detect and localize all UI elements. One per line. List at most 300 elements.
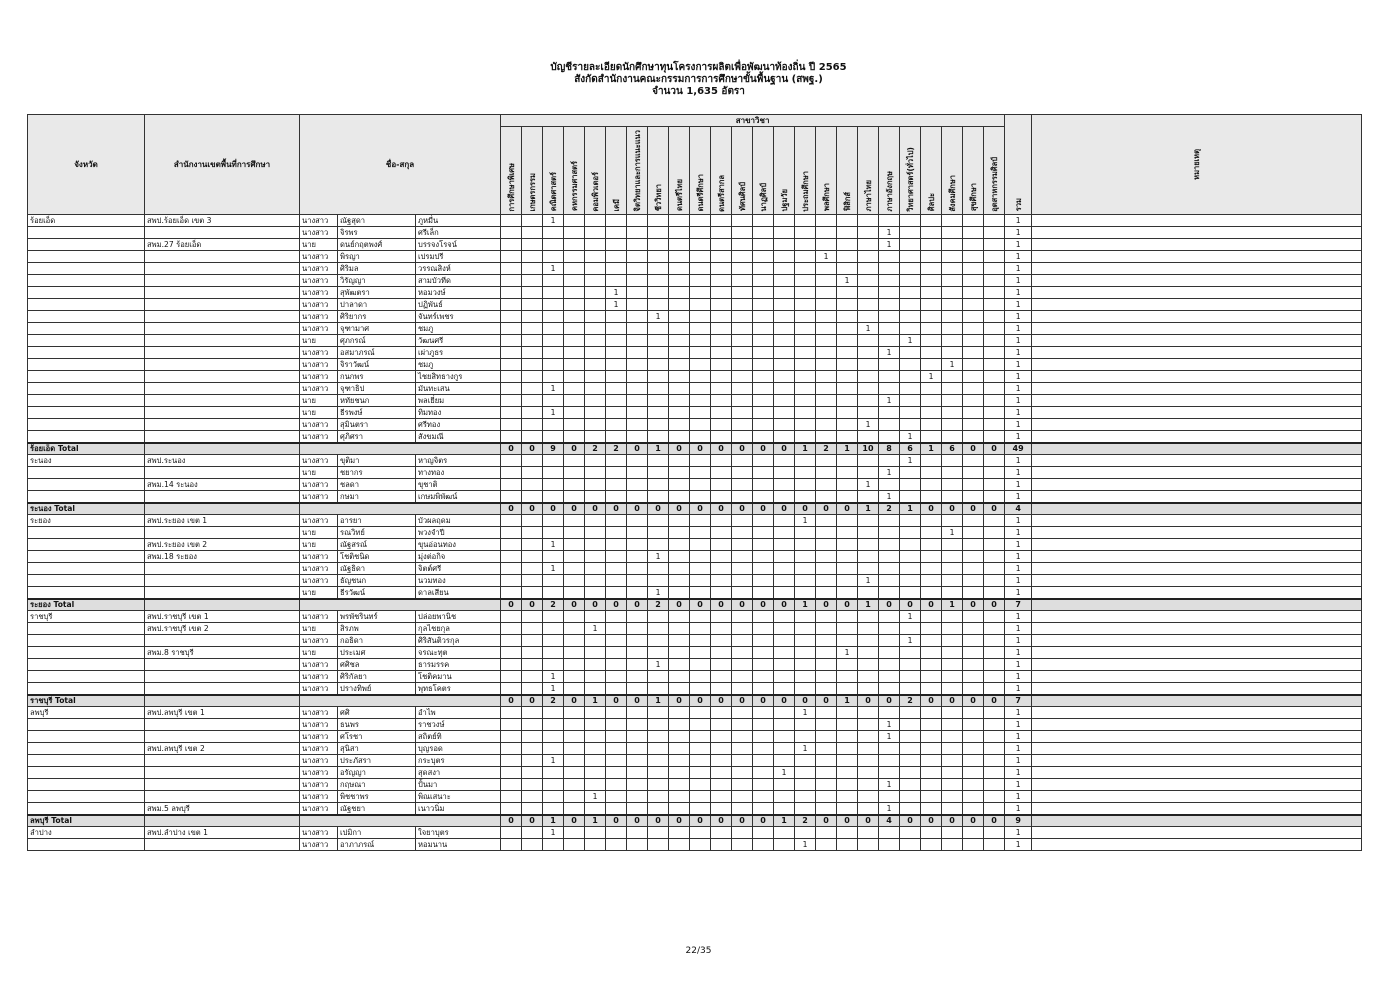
count-cell	[795, 335, 816, 347]
count-cell	[585, 395, 606, 407]
province-cell	[28, 635, 145, 647]
header-subject: คอมพิวเตอร์	[585, 127, 606, 215]
count-cell	[858, 383, 879, 395]
count-cell	[543, 779, 564, 791]
count-cell	[879, 839, 900, 851]
count-cell	[732, 635, 753, 647]
count-cell	[711, 287, 732, 299]
count-cell	[711, 539, 732, 551]
prefix-cell: นาย	[300, 407, 338, 419]
row-total-cell: 1	[1005, 539, 1032, 551]
count-cell	[816, 359, 837, 371]
count-cell	[501, 587, 522, 600]
prefix-cell: นาย	[300, 239, 338, 251]
header-subject: ภาษาไทย	[858, 127, 879, 215]
count-cell	[711, 839, 732, 851]
count-cell	[984, 611, 1005, 623]
last-name-cell: ชมภู	[416, 359, 501, 371]
count-cell	[585, 551, 606, 563]
last-name-cell: ศิริสันติวรกุล	[416, 635, 501, 647]
count-cell	[690, 311, 711, 323]
count-cell	[648, 827, 669, 839]
total-count-cell: 1	[942, 599, 963, 611]
count-cell	[648, 359, 669, 371]
count-cell	[774, 467, 795, 479]
last-name-cell: ธารมรรค	[416, 659, 501, 671]
note-cell	[1032, 407, 1362, 419]
count-cell	[501, 563, 522, 575]
count-cell	[753, 827, 774, 839]
note-cell	[1032, 443, 1362, 455]
count-cell	[669, 479, 690, 491]
count-cell	[921, 791, 942, 803]
office-cell	[145, 695, 300, 707]
count-cell	[501, 311, 522, 323]
count-cell	[543, 743, 564, 755]
count-cell	[963, 263, 984, 275]
count-cell	[984, 299, 1005, 311]
count-cell	[711, 659, 732, 671]
office-cell	[145, 563, 300, 575]
count-cell	[963, 659, 984, 671]
total-count-cell: 0	[879, 599, 900, 611]
province-cell	[28, 743, 145, 755]
count-cell	[963, 587, 984, 600]
total-count-cell: 0	[837, 599, 858, 611]
count-cell	[816, 827, 837, 839]
count-cell	[858, 311, 879, 323]
count-cell	[522, 563, 543, 575]
total-count-cell: 0	[753, 815, 774, 827]
count-cell	[648, 347, 669, 359]
count-cell	[648, 839, 669, 851]
count-cell	[879, 683, 900, 696]
last-name-cell: จันทร์เพชร	[416, 311, 501, 323]
count-cell	[543, 491, 564, 504]
last-name-cell: มันทะเสน	[416, 383, 501, 395]
office-cell	[145, 371, 300, 383]
count-cell	[690, 635, 711, 647]
office-cell	[145, 467, 300, 479]
count-cell	[921, 455, 942, 467]
count-cell	[564, 563, 585, 575]
count-cell	[753, 755, 774, 767]
count-cell	[858, 215, 879, 227]
table-row	[28, 287, 1362, 299]
count-cell	[858, 647, 879, 659]
office-cell	[145, 767, 300, 779]
count-cell	[543, 311, 564, 323]
count-cell	[585, 779, 606, 791]
office-cell	[145, 431, 300, 444]
table-row	[28, 779, 1362, 791]
count-cell	[963, 311, 984, 323]
count-cell	[648, 731, 669, 743]
count-cell	[963, 611, 984, 623]
count-cell	[690, 407, 711, 419]
office-cell	[145, 755, 300, 767]
total-count-cell: 0	[753, 695, 774, 707]
count-cell	[879, 359, 900, 371]
count-cell	[900, 227, 921, 239]
row-total-cell: 1	[1005, 275, 1032, 287]
count-cell	[816, 743, 837, 755]
count-cell	[774, 731, 795, 743]
count-cell	[795, 215, 816, 227]
count-cell	[879, 707, 900, 719]
note-cell	[1032, 767, 1362, 779]
count-cell	[606, 755, 627, 767]
count-cell	[627, 611, 648, 623]
count-cell	[900, 803, 921, 816]
count-cell	[753, 407, 774, 419]
count-cell	[669, 335, 690, 347]
count-cell	[711, 383, 732, 395]
count-cell	[921, 383, 942, 395]
total-count-cell: 0	[963, 695, 984, 707]
count-cell	[774, 527, 795, 539]
count-cell	[564, 467, 585, 479]
prefix-cell: นาย	[300, 623, 338, 635]
count-cell	[858, 767, 879, 779]
count-cell	[501, 491, 522, 504]
count-cell	[984, 239, 1005, 251]
count-cell	[543, 611, 564, 623]
count-cell	[795, 395, 816, 407]
first-name-cell: อารยา	[338, 515, 416, 527]
count-cell	[501, 551, 522, 563]
table-row	[28, 479, 1362, 491]
count-cell	[669, 287, 690, 299]
count-cell	[753, 275, 774, 287]
count-cell	[732, 431, 753, 444]
count-cell	[564, 299, 585, 311]
count-cell	[564, 587, 585, 600]
count-cell: 1	[585, 623, 606, 635]
office-cell	[145, 335, 300, 347]
count-cell	[627, 347, 648, 359]
count-cell	[900, 731, 921, 743]
header-subject: การศึกษาพิเศษ	[501, 127, 522, 215]
count-cell	[984, 323, 1005, 335]
count-cell	[543, 479, 564, 491]
count-cell: 1	[879, 347, 900, 359]
last-name-cell: โชติคมาน	[416, 671, 501, 683]
count-cell	[816, 491, 837, 504]
province-cell: ลำปาง	[28, 827, 145, 839]
total-count-cell: 0	[711, 815, 732, 827]
note-cell	[1032, 647, 1362, 659]
total-count-cell: 2	[543, 695, 564, 707]
row-total-cell: 1	[1005, 407, 1032, 419]
count-cell	[711, 359, 732, 371]
note-cell	[1032, 551, 1362, 563]
count-cell	[774, 347, 795, 359]
count-cell	[669, 539, 690, 551]
province-cell	[28, 623, 145, 635]
count-cell: 1	[606, 287, 627, 299]
province-cell	[28, 431, 145, 444]
count-cell	[732, 275, 753, 287]
name-cell	[300, 815, 501, 827]
header-subject: เคมี	[606, 127, 627, 215]
count-cell	[774, 287, 795, 299]
count-cell	[879, 419, 900, 431]
count-cell	[606, 419, 627, 431]
count-cell	[564, 647, 585, 659]
count-cell	[732, 215, 753, 227]
total-count-cell: 2	[585, 443, 606, 455]
count-cell	[606, 707, 627, 719]
count-cell: 1	[795, 839, 816, 851]
last-name-cell: วรรณสิงห์	[416, 263, 501, 275]
count-cell	[837, 419, 858, 431]
count-cell	[501, 431, 522, 444]
count-cell	[669, 587, 690, 600]
count-cell	[816, 671, 837, 683]
count-cell	[921, 251, 942, 263]
first-name-cell: ปาลาดา	[338, 299, 416, 311]
count-cell	[900, 623, 921, 635]
count-cell	[732, 347, 753, 359]
count-cell	[522, 827, 543, 839]
row-total-cell: 1	[1005, 347, 1032, 359]
count-cell	[900, 827, 921, 839]
count-cell	[837, 707, 858, 719]
total-count-cell: 1	[648, 443, 669, 455]
count-cell	[837, 407, 858, 419]
count-cell	[669, 239, 690, 251]
count-cell	[732, 395, 753, 407]
count-cell	[753, 455, 774, 467]
last-name-cell: ทิมทอง	[416, 407, 501, 419]
count-cell	[522, 635, 543, 647]
count-cell: 1	[816, 251, 837, 263]
count-cell	[585, 647, 606, 659]
count-cell	[711, 323, 732, 335]
count-cell	[774, 227, 795, 239]
count-cell	[942, 239, 963, 251]
total-count-cell: 0	[501, 443, 522, 455]
count-cell	[522, 767, 543, 779]
first-name-cell: ศุภกรณ์	[338, 335, 416, 347]
total-count-cell: 0	[774, 599, 795, 611]
first-name-cell: กอธิดา	[338, 635, 416, 647]
last-name-cell: นวมทอง	[416, 575, 501, 587]
prefix-cell: นางสาว	[300, 215, 338, 227]
last-name-cell: ขุนอ่อนทอง	[416, 539, 501, 551]
count-cell	[837, 731, 858, 743]
count-cell	[963, 803, 984, 816]
count-cell	[585, 491, 606, 504]
count-cell	[585, 527, 606, 539]
count-cell	[795, 575, 816, 587]
total-count-cell: 0	[963, 599, 984, 611]
count-cell	[606, 623, 627, 635]
count-cell	[522, 623, 543, 635]
count-cell	[816, 707, 837, 719]
count-cell	[585, 263, 606, 275]
count-cell	[984, 467, 1005, 479]
count-cell	[921, 731, 942, 743]
count-cell	[879, 407, 900, 419]
count-cell	[753, 383, 774, 395]
province-cell	[28, 683, 145, 696]
first-name-cell: ประภัสรา	[338, 755, 416, 767]
count-cell	[648, 335, 669, 347]
table-row	[28, 527, 1362, 539]
count-cell	[564, 347, 585, 359]
count-cell	[921, 275, 942, 287]
total-count-cell: 0	[585, 503, 606, 515]
count-cell	[753, 719, 774, 731]
count-cell	[816, 299, 837, 311]
count-cell	[900, 719, 921, 731]
count-cell	[585, 659, 606, 671]
header-subject: ดนตรีสากล	[711, 127, 732, 215]
count-cell	[690, 791, 711, 803]
prefix-cell: นาย	[300, 527, 338, 539]
count-cell	[522, 539, 543, 551]
note-cell	[1032, 611, 1362, 623]
note-cell	[1032, 431, 1362, 444]
count-cell	[795, 539, 816, 551]
count-cell	[522, 551, 543, 563]
count-cell	[732, 575, 753, 587]
office-cell	[145, 299, 300, 311]
count-cell	[564, 635, 585, 647]
count-cell	[753, 491, 774, 504]
office-cell	[145, 491, 300, 504]
title-line-3: จำนวน 1,635 อัตรา	[652, 86, 745, 97]
office-cell	[145, 311, 300, 323]
total-count-cell: 0	[900, 815, 921, 827]
count-cell	[753, 659, 774, 671]
count-cell	[984, 635, 1005, 647]
count-cell: 1	[879, 719, 900, 731]
count-cell	[732, 587, 753, 600]
count-cell	[501, 623, 522, 635]
count-cell	[921, 515, 942, 527]
count-cell	[753, 623, 774, 635]
count-cell	[753, 431, 774, 444]
count-cell	[942, 467, 963, 479]
last-name-cell: เผ่าภูธร	[416, 347, 501, 359]
first-name-cell: ธีรพงษ์	[338, 407, 416, 419]
count-cell	[837, 587, 858, 600]
total-count-cell: 0	[774, 695, 795, 707]
count-cell	[921, 623, 942, 635]
count-cell	[858, 527, 879, 539]
row-total-cell: 1	[1005, 827, 1032, 839]
count-cell	[543, 323, 564, 335]
count-cell	[669, 839, 690, 851]
count-cell	[837, 803, 858, 816]
count-cell	[606, 683, 627, 696]
count-cell	[543, 335, 564, 347]
count-cell	[879, 767, 900, 779]
prefix-cell: นางสาว	[300, 803, 338, 816]
count-cell	[963, 335, 984, 347]
count-cell	[753, 779, 774, 791]
count-cell	[627, 515, 648, 527]
count-cell	[585, 371, 606, 383]
count-cell	[837, 251, 858, 263]
count-cell	[795, 779, 816, 791]
office-cell	[145, 347, 300, 359]
count-cell	[627, 767, 648, 779]
count-cell	[543, 803, 564, 816]
total-count-cell: 0	[984, 599, 1005, 611]
prefix-cell: นางสาว	[300, 275, 338, 287]
count-cell	[858, 611, 879, 623]
count-cell	[879, 527, 900, 539]
prefix-cell: นาย	[300, 587, 338, 600]
last-name-cell: พิณเสนาะ	[416, 791, 501, 803]
last-name-cell: หอมวงษ์	[416, 287, 501, 299]
count-cell	[921, 527, 942, 539]
count-cell: 1	[543, 671, 564, 683]
total-count-cell: 0	[942, 695, 963, 707]
count-cell	[879, 275, 900, 287]
count-cell	[816, 791, 837, 803]
count-cell	[690, 275, 711, 287]
count-cell	[921, 395, 942, 407]
count-cell	[627, 251, 648, 263]
row-total-cell: 1	[1005, 251, 1032, 263]
count-cell	[837, 551, 858, 563]
count-cell	[774, 755, 795, 767]
count-cell	[942, 275, 963, 287]
count-cell	[900, 215, 921, 227]
prefix-cell: นาย	[300, 467, 338, 479]
count-cell	[522, 239, 543, 251]
count-cell	[753, 527, 774, 539]
total-count-cell: 0	[753, 503, 774, 515]
table-row	[28, 323, 1362, 335]
office-cell: สพม.5 ลพบุรี	[145, 803, 300, 816]
count-cell	[795, 299, 816, 311]
count-cell	[816, 287, 837, 299]
count-cell	[585, 575, 606, 587]
count-cell	[816, 839, 837, 851]
count-cell	[669, 575, 690, 587]
count-cell	[732, 779, 753, 791]
count-cell	[816, 419, 837, 431]
count-cell	[942, 719, 963, 731]
table-row	[28, 791, 1362, 803]
count-cell	[858, 779, 879, 791]
office-cell	[145, 503, 300, 515]
count-cell	[585, 803, 606, 816]
count-cell	[732, 251, 753, 263]
count-cell	[543, 623, 564, 635]
count-cell	[837, 791, 858, 803]
count-cell	[942, 623, 963, 635]
count-cell	[942, 779, 963, 791]
count-cell	[501, 455, 522, 467]
count-cell	[921, 587, 942, 600]
total-count-cell: 0	[564, 443, 585, 455]
prefix-cell: นางสาว	[300, 767, 338, 779]
note-cell	[1032, 467, 1362, 479]
header-subject: คหกรรมศาสตร์	[564, 127, 585, 215]
count-cell	[711, 527, 732, 539]
count-cell	[963, 395, 984, 407]
note-cell	[1032, 383, 1362, 395]
total-count-cell: 0	[732, 695, 753, 707]
note-cell	[1032, 323, 1362, 335]
